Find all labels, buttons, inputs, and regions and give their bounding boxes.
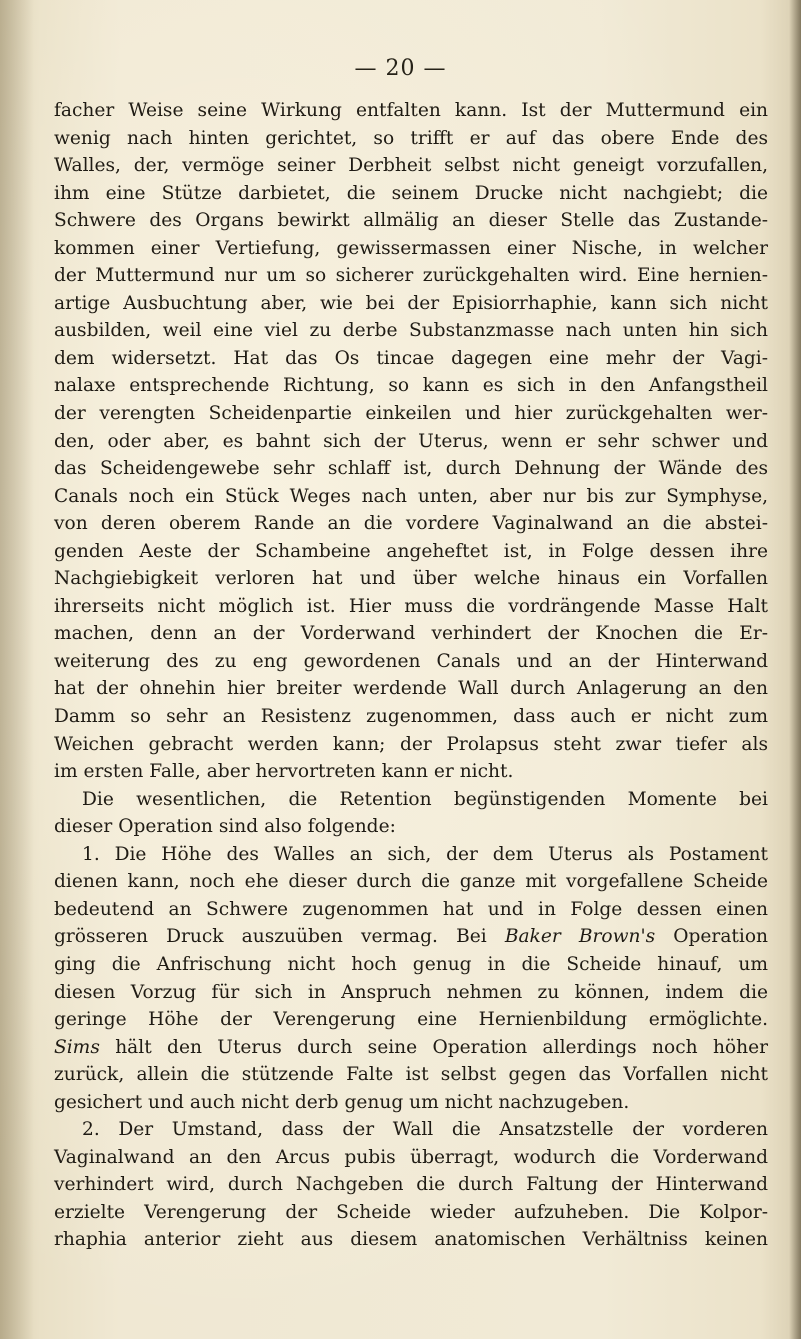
text-line [54,317,768,345]
text-segment: rhaphia anterior zieht aus diesem anatomischen Verhältniss keinen [54,1229,768,1251]
text-segment: hält den Uterus durch seine Operation allerdings noch höher [99,1036,768,1058]
page-number: — 20 — [354,56,447,81]
text-line [54,1171,768,1199]
text-line [54,290,768,318]
text-segment: machen, denn an der Vorderwand verhindert der Knochen die Er- [54,623,768,645]
text-segment: der verengten Scheidenpartie einkeilen und hier zurückgehalten wer- [54,403,768,425]
text-line [54,97,768,125]
text-segment: artige Ausbuchtung aber, wie bei der Episiorrhaphie, kann sich nicht [54,292,768,314]
text-line [54,262,768,290]
text-segment: gesichert und auch nicht derb genug um nicht nachzugeben. [54,1091,630,1113]
text-line [54,923,768,951]
text-line [54,152,768,180]
text-segment: verhindert wird, durch Nachgeben die durch Faltung der Hinterwand [54,1174,768,1196]
italic-name: Sims [54,1036,100,1058]
text-line [54,979,768,1007]
text-segment: hat der ohnehin hier breiter werdende Wall durch Anlagerung an den [54,678,768,700]
text-line [54,455,768,483]
text-line [54,703,768,731]
text-line [54,207,768,235]
text-line [54,565,768,593]
text-segment: Vaginalwand an den Arcus pubis überragt, wodurch die Vorderwand [54,1146,768,1168]
text-line [54,510,768,538]
text-line [54,648,768,676]
text-line [54,372,768,400]
page-edge-shadow [789,0,801,1339]
text-line [54,1006,768,1034]
text-segment: Canals noch ein Stück Weges nach unten, aber nur bis zur Symphyse, [54,485,768,507]
text-segment: facher Weise seine Wirkung entfalten kann. Ist der Muttermund ein [54,100,768,121]
text-segment: wenig nach hinten gerichtet, so trifft er auf das obere Ende des [54,127,768,149]
text-segment: zurück, allein die stützende Falte ist selbst gegen das Vorfallen nicht [54,1064,768,1086]
text-line [54,400,768,428]
text-line [54,841,768,869]
text-segment: ging die Anfrischung nicht hoch genug in die Scheide hinauf, um [54,953,768,975]
text-line [54,1199,768,1227]
text-segment: kommen einer Vertiefung, gewissermassen einer Nische, in welcher [54,237,768,259]
text-segment: dem widersetzt. Hat das Os tincae dagegen eine mehr der Vagi- [54,347,768,369]
text-line [54,593,768,621]
text-line [54,483,768,511]
text-segment: geringe Höhe der Verengerung eine Hernienbildung ermöglichte. [54,1009,768,1031]
text-segment: dieser Operation sind also folgende: [54,816,396,838]
text-segment: grösseren Druck auszuüben vermag. Bei [54,926,505,948]
text-line [54,1034,768,1062]
text-segment: Operation [655,926,768,948]
text-segment: der Muttermund nur um so sicherer zurückgehalten wird. Eine hernien- [54,265,768,287]
text-segment: weiterung des zu eng gewordenen Canals und an der Hinterwand [54,650,768,672]
text-segment: ausbilden, weil eine viel zu derbe Substanzmasse nach unten hin sich [54,320,768,342]
text-segment: bedeutend an Schwere zugenommen hat und in Folge dessen einen [54,898,768,920]
text-segment: Nachgiebigkeit verloren hat und über welche hinaus ein Vorfallen [54,568,768,590]
text-line [54,675,768,703]
text-segment: von deren oberem Rande an die vordere Vaginalwand an die abstei- [54,513,768,535]
italic-name: Baker Brown's [504,926,656,948]
text-line [54,428,768,456]
body-text [54,97,768,1254]
text-segment: Weichen gebracht werden kann; der Prolapsus steht zwar tiefer als [54,733,768,755]
text-line [54,125,768,153]
text-line [54,758,768,786]
text-line [54,1061,768,1089]
text-line [54,1089,768,1117]
text-segment: 1. Die Höhe des Walles an sich, der dem Uterus als Postament [82,843,768,865]
text-segment: nalaxe entsprechende Richtung, so kann es sich in den Anfangstheil [54,375,768,397]
text-line [54,235,768,263]
text-line [54,813,768,841]
page-gutter-shadow [0,0,34,1339]
text-segment: diesen Vorzug für sich in Anspruch nehmen zu können, indem die [54,981,768,1003]
text-line [54,1116,768,1144]
text-segment: ihm eine Stütze darbietet, die seinem Drucke nicht nachgiebt; die [54,182,768,204]
text-segment: den, oder aber, es bahnt sich der Uterus, wenn er sehr schwer und [54,430,768,452]
text-line [54,620,768,648]
text-segment: genden Aeste der Schambeine angeheftet ist, in Folge dessen ihre [54,540,768,562]
text-segment: erzielte Verengerung der Scheide wieder aufzuheben. Die Kolpor- [54,1201,768,1223]
text-segment: ihrerseits nicht möglich ist. Hier muss die vordrängende Masse Halt [54,595,768,617]
text-segment: Die wesentlichen, die Retention begünstigenden Momente bei [82,788,768,810]
text-line [54,538,768,566]
text-segment: 2. Der Umstand, dass der Wall die Ansatzstelle der vorderen [82,1119,768,1141]
text-line [54,951,768,979]
text-line [54,1144,768,1172]
text-segment: Damm so sehr an Resistenz zugenommen, dass auch er nicht zum [54,706,768,728]
text-line [54,731,768,759]
text-segment: das Scheidengewebe sehr schlaff ist, durch Dehnung der Wände des [54,458,768,480]
text-segment: im ersten Falle, aber hervortreten kann er nicht. [54,761,514,783]
text-line [54,1226,768,1254]
text-line [54,868,768,896]
text-segment: dienen kann, noch ehe dieser durch die ganze mit vorgefallene Scheide [54,871,768,893]
text-line [54,896,768,924]
text-line [54,345,768,373]
text-segment: Schwere des Organs bewirkt allmälig an dieser Stelle das Zustande- [54,210,768,232]
text-line [54,786,768,814]
text-segment: Walles, der, vermöge seiner Derbheit selbst nicht geneigt vorzufallen, [54,155,768,177]
text-line [54,180,768,208]
